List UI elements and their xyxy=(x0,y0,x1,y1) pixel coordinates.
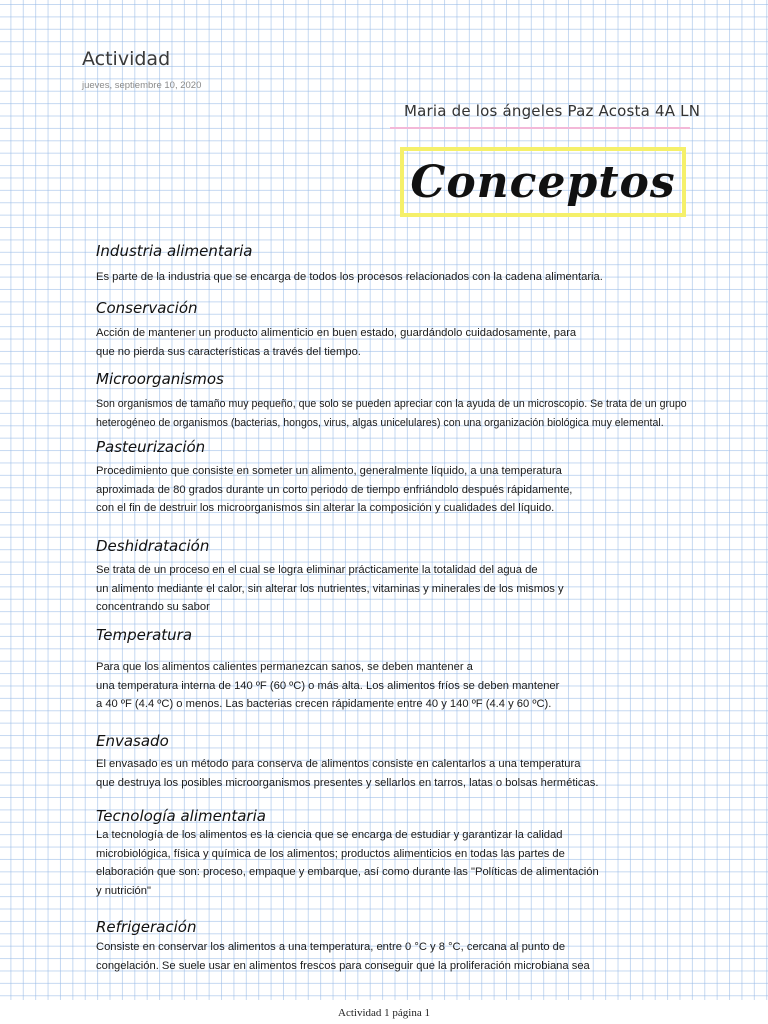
text-line: y nutrición" xyxy=(96,884,151,897)
text-line: que no pierda sus características a través del tiempo. xyxy=(96,345,361,358)
section-text xyxy=(96,755,598,792)
section-text xyxy=(96,395,687,432)
concepts-banner xyxy=(400,147,686,217)
text-line: congelación. Se suele usar en alimentos frescos para conseguir que la proliferación microbiana sea xyxy=(96,959,590,972)
text-line: a 40 ºF (4.4 ºC) o menos. Las bacterias crecen rápidamente entre 40 y 140 ºF (4.4 y 60 ºC). xyxy=(96,698,552,710)
text-line: El envasado es un método para conserva de alimentos consiste en calentarlos a una temperatura xyxy=(96,758,581,770)
text-line: Acción de mantener un producto alimenticio en buen estado, guardándolo cuidadosamente, para xyxy=(96,327,577,339)
text-line: Procedimiento que consiste en someter un alimento, generalmente líquido, a una temperatura xyxy=(96,465,562,477)
section-heading: Industria alimentaria xyxy=(96,242,253,260)
text-line: Se trata de un proceso en el cual se logra eliminar prácticamente la totalidad del agua de xyxy=(96,564,538,576)
author-name: Maria de los ángeles Paz Acosta 4A LN xyxy=(404,102,701,120)
text-line: Son organismos de tamaño muy pequeño, que solo se pueden apreciar con la ayuda de un microscopio. Se trata de un grupo xyxy=(96,398,687,410)
author-underline xyxy=(390,127,690,129)
section-heading: Microorganismos xyxy=(96,370,224,388)
section-text xyxy=(96,658,559,714)
section-text xyxy=(96,561,564,617)
section-text xyxy=(96,462,572,518)
text-line: aproximada de 80 grados durante un corto periodo de tiempo enfriándolo después rápidamente, xyxy=(96,483,573,496)
text-line: que destruya los posibles microorganismos presentes y sellarlos en tarros, latas o bolsas herméticas. xyxy=(96,776,599,789)
text-line: heterogéneo de organismos (bacterias, hongos, virus, algas unicelulares) con una organización biológica muy elemental. xyxy=(96,416,664,429)
text-line: microbiológica, física y química de los alimentos; productos alimenticios en todas las partes de xyxy=(96,847,565,860)
text-line: concentrando su sabor xyxy=(96,601,210,613)
page-footer: Actividad 1 página 1 xyxy=(338,1007,430,1019)
text-line: Para que los alimentos calientes permanezcan sanos, se deben mantener a xyxy=(96,661,473,673)
section-text xyxy=(96,268,603,287)
section-heading: Deshidratación xyxy=(96,537,210,555)
section-text xyxy=(96,826,599,900)
text-line: un alimento mediante el calor, sin alterar los nutrientes, vitaminas y minerales de los mismos y xyxy=(96,582,564,595)
text-line: La tecnología de los alimentos es la ciencia que se encarga de estudiar y garantizar la calidad xyxy=(96,829,563,841)
concepts-banner-title: Conceptos xyxy=(410,156,676,208)
section-text xyxy=(96,324,576,361)
text-line: una temperatura interna de 140 ºF (60 ºC) o más alta. Los alimentos fríos se deben mantener xyxy=(96,679,560,692)
text-line: Es parte de la industria que se encarga de todos los procesos relacionados con la cadena alimentaria. xyxy=(96,271,603,283)
text-line: elaboración que son: proceso, empaque y embarque, así como durante las "Políticas de alimentación xyxy=(96,866,599,878)
section-heading: Refrigeración xyxy=(96,918,197,936)
text-line: Consiste en conservar los alimentos a una temperatura, entre 0 °C y 8 °C, cercana al punto de xyxy=(96,941,566,953)
section-heading: Conservación xyxy=(96,299,198,317)
text-line: con el fin de destruir los microorganismos sin alterar la composición y cualidades del líquido. xyxy=(96,502,555,514)
section-heading: Tecnología alimentaria xyxy=(96,807,266,825)
section-heading: Pasteurización xyxy=(96,438,206,456)
section-heading: Temperatura xyxy=(96,626,193,644)
section-heading: Envasado xyxy=(96,732,169,750)
page-date: jueves, septiembre 10, 2020 xyxy=(82,80,202,91)
section-text xyxy=(96,938,590,975)
page-title: Actividad xyxy=(82,48,171,70)
